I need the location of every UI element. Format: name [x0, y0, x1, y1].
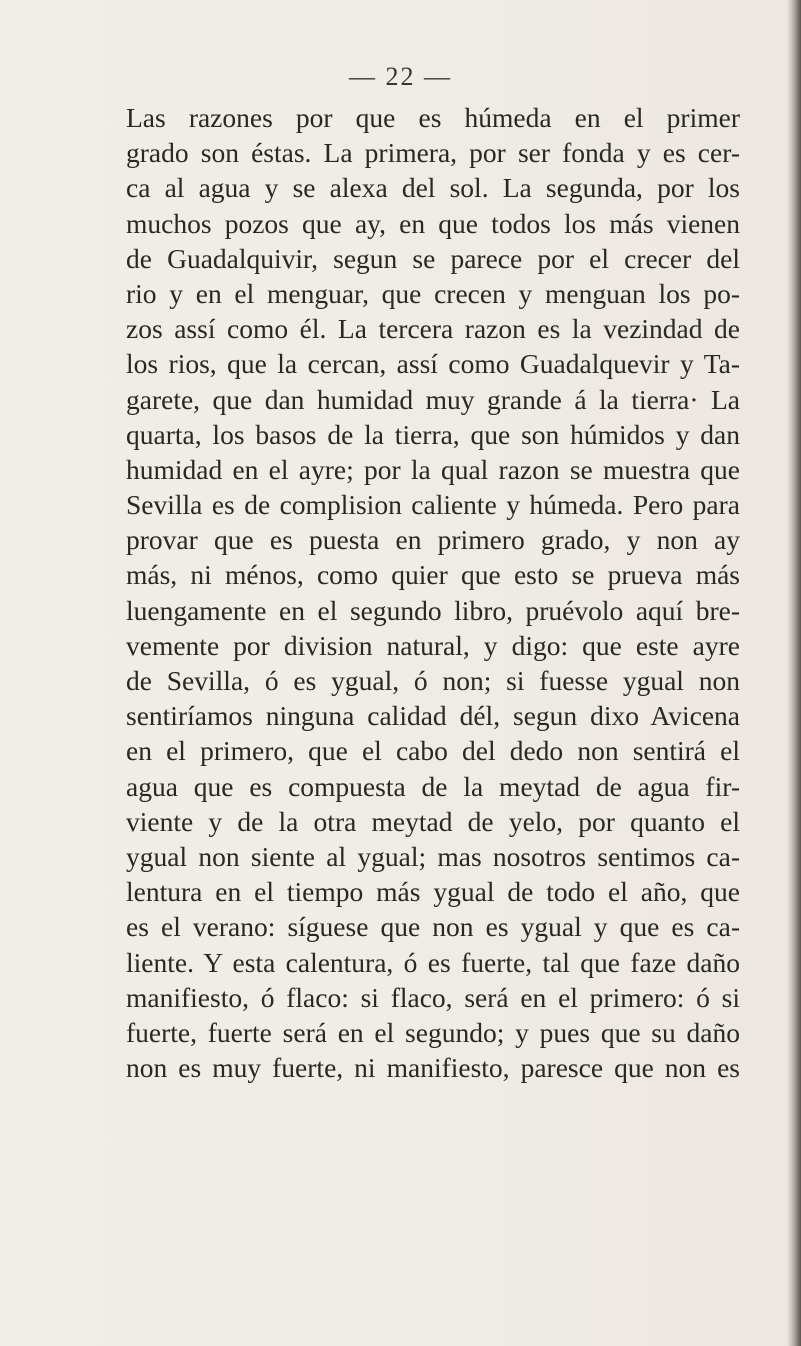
page-number: — 22 —: [349, 62, 452, 91]
text-line: grado son éstas. La primera, por ser fonda y es cer-: [126, 137, 740, 169]
text-line: ygual non siente al ygual; mas nosotros sentimos ca-: [126, 840, 740, 872]
text-line: humidad en el ayre; por la qual razon se muestra que: [126, 453, 740, 485]
text-line: es el verano: síguese que non es ygual y que es ca-: [126, 911, 740, 943]
text-line: liente. Y esta calentura, ó es fuerte, tal que faze daño: [126, 946, 740, 978]
text-line: zos assí como él. La tercera razon es la vezindad de: [126, 313, 740, 345]
body-text: [126, 100, 740, 1085]
text-line: provar que es puesta en primero grado, y non ay: [126, 524, 740, 556]
text-line: en el primero, que el cabo del dedo non sentirá el: [126, 735, 740, 767]
text-line: más, ni ménos, como quier que esto se prueva más: [126, 559, 740, 591]
text-line: rio y en el menguar, que crecen y menguan los po-: [126, 277, 740, 309]
text-line: non es muy fuerte, ni manifiesto, paresce que non es: [126, 1052, 740, 1084]
text-line: quarta, los basos de la tierra, que son húmidos y dan: [126, 418, 740, 450]
text-line: Sevilla es de complision caliente y húmeda. Pero para: [126, 489, 740, 521]
text-line: los rios, que la cercan, assí como Guadalquevir y Ta-: [126, 348, 740, 380]
text-line: fuerte, fuerte será en el segundo; y pues que su daño: [126, 1016, 740, 1048]
text-line: de Guadalquivir, segun se parece por el crecer del: [126, 242, 740, 274]
text-line: manifiesto, ó flaco: si flaco, será en el primero: ó si: [126, 981, 740, 1013]
text-line: Las razones por que es húmeda en el primer: [126, 102, 740, 133]
text-line: de Sevilla, ó es ygual, ó non; si fuesse ygual non: [126, 665, 740, 696]
text-line: muchos pozos que ay, en que todos los más vienen: [126, 207, 740, 239]
text-line: ca al agua y se alexa del sol. La segunda, por los: [126, 172, 740, 204]
text-line: garete, que dan humidad muy grande á la tierra· La: [126, 383, 740, 415]
text-line: lentura en el tiempo más ygual de todo el año, que: [126, 876, 740, 908]
text-line: sentiríamos ninguna calidad dél, segun dixo Avicena: [126, 700, 740, 732]
page-edge-shadow: [787, 0, 801, 1346]
text-line: viente y de la otra meytad de yelo, por quanto el: [126, 805, 740, 837]
text-line: agua que es compuesta de la meytad de agua fir-: [126, 770, 740, 802]
text-line: luengamente en el segundo libro, pruévolo aquí bre-: [126, 594, 740, 626]
text-line: vemente por division natural, y digo: que este ayre: [126, 629, 740, 661]
